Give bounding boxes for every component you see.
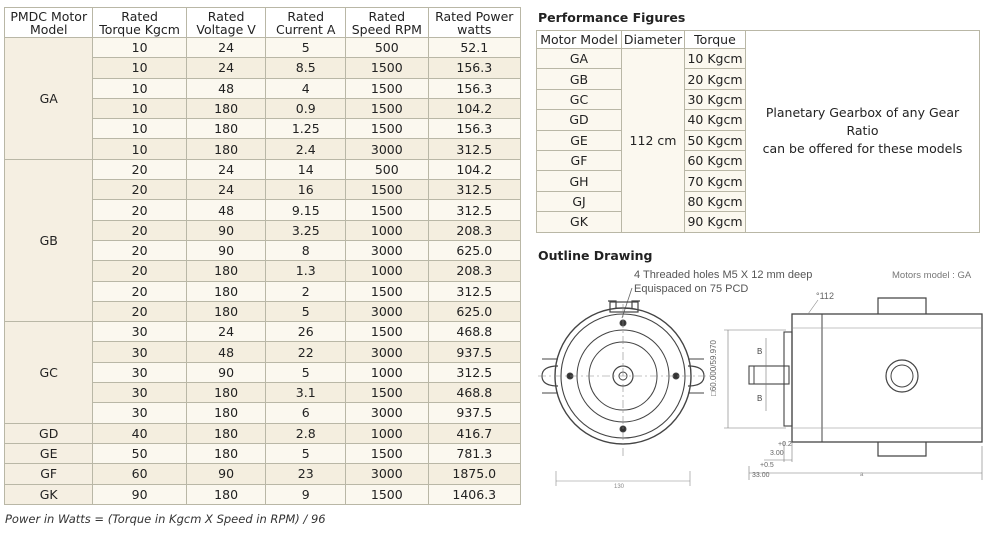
table-row [5, 322, 521, 342]
torque-cell: 50 Kgcm [685, 130, 746, 150]
spec-value-cell: 180 [186, 98, 266, 118]
width-dimension: 130 [614, 484, 625, 490]
spec-value-cell: 1000 [346, 220, 429, 240]
table-row [5, 38, 521, 58]
performance-model-cell: GJ [537, 191, 622, 211]
table-row [5, 443, 521, 463]
spec-value-cell: 2.4 [266, 139, 346, 159]
torque-cell: 90 Kgcm [685, 212, 746, 232]
header-line: watts [457, 21, 492, 37]
spec-value-cell: 90 [186, 220, 266, 240]
spec-value-cell: 180 [186, 484, 266, 504]
tolerance-1: +0.2 [778, 441, 792, 448]
spec-value-cell: 20 [93, 261, 186, 281]
spec-value-cell: 3.1 [266, 383, 346, 403]
spec-value-cell: 48 [186, 200, 266, 220]
spec-value-cell: 1000 [346, 423, 429, 443]
spec-value-cell: 10 [93, 119, 186, 139]
table-row [5, 464, 521, 484]
performance-table [536, 30, 980, 233]
spec-value-cell: 5 [266, 443, 346, 463]
performance-model-cell: GH [537, 171, 622, 191]
spec-value-cell: 20 [93, 180, 186, 200]
spec-value-cell: 104.2 [428, 98, 520, 118]
spec-value-cell: 180 [186, 383, 266, 403]
header-line: Rated [121, 8, 158, 24]
torque-cell: 70 Kgcm [685, 171, 746, 191]
outline-drawing-title: Outline Drawing [538, 248, 653, 263]
outline-drawing [538, 266, 990, 492]
spec-value-cell: 60 [93, 464, 186, 484]
spec-value-cell: 9.15 [266, 200, 346, 220]
torque-cell: 60 Kgcm [685, 150, 746, 170]
performance-model-cell: GD [537, 110, 622, 130]
torque-cell: 20 Kgcm [685, 69, 746, 89]
diameter-cell: 112 cm [622, 49, 685, 233]
spec-value-cell: 30 [93, 362, 186, 382]
spec-value-cell: 937.5 [428, 342, 520, 362]
table-row [5, 484, 521, 504]
gearbox-note-line: can be offered for these models [762, 141, 963, 157]
spec-value-cell: 20 [93, 240, 186, 260]
spec-value-cell: 156.3 [428, 119, 520, 139]
spec-value-cell: 1.25 [266, 119, 346, 139]
spec-value-cell: 3000 [346, 403, 429, 423]
performance-header-row [537, 31, 980, 49]
spec-value-cell: 90 [186, 240, 266, 260]
spec-value-cell: 24 [186, 58, 266, 78]
spec-value-cell: 3000 [346, 240, 429, 260]
spec-value-cell: 30 [93, 403, 186, 423]
motors-model-label: Motors model : GA [892, 270, 972, 281]
spec-value-cell: 40 [93, 423, 186, 443]
spec-value-cell: 20 [93, 200, 186, 220]
spec-value-cell: 24 [186, 180, 266, 200]
spec-value-cell: 156.3 [428, 58, 520, 78]
motor-model-cell: GE [5, 443, 93, 463]
performance-model-cell: GC [537, 89, 622, 109]
spec-value-cell: 9 [266, 484, 346, 504]
spec-value-cell: 52.1 [428, 38, 520, 58]
spec-value-cell: 3000 [346, 139, 429, 159]
spec-col-header [5, 8, 93, 38]
performance-model-cell: GE [537, 130, 622, 150]
motor-spec-table [4, 7, 521, 505]
spec-value-cell: 208.3 [428, 261, 520, 281]
spec-value-cell: 180 [186, 423, 266, 443]
spec-value-cell: 500 [346, 38, 429, 58]
spec-value-cell: 30 [93, 322, 186, 342]
spec-value-cell: 180 [186, 261, 266, 281]
header-line: Rated [207, 8, 245, 24]
header-line: PMDC Motor [10, 8, 88, 24]
spec-value-cell: 10 [93, 58, 186, 78]
spec-value-cell: 1500 [346, 78, 429, 98]
spec-value-cell: 22 [266, 342, 346, 362]
spec-value-cell: 1500 [346, 119, 429, 139]
length-dimension: a [860, 472, 864, 478]
motor-model-cell: GK [5, 484, 93, 504]
threaded-holes-label: 4 Threaded holes M5 X 12 mm deep [634, 269, 813, 281]
torque-cell: 40 Kgcm [685, 110, 746, 130]
gearbox-note-line: Planetary Gearbox of any Gear Ratio [765, 105, 960, 139]
spec-value-cell: 180 [186, 281, 266, 301]
performance-model-cell: GF [537, 150, 622, 170]
spec-value-cell: 90 [186, 464, 266, 484]
header-line: Rated [287, 8, 325, 24]
spec-value-cell: 1500 [346, 443, 429, 463]
spec-value-cell: 8 [266, 240, 346, 260]
spec-value-cell: 1406.3 [428, 484, 520, 504]
spec-value-cell: 937.5 [428, 403, 520, 423]
spec-col-header [428, 8, 520, 38]
spec-value-cell: 312.5 [428, 180, 520, 200]
spec-value-cell: 625.0 [428, 240, 520, 260]
spec-value-cell: 1500 [346, 281, 429, 301]
spec-value-cell: 468.8 [428, 383, 520, 403]
spec-value-cell: 10 [93, 38, 186, 58]
spec-value-cell: 416.7 [428, 423, 520, 443]
motor-model-cell: GF [5, 464, 93, 484]
performance-col-header: Torque [685, 31, 746, 49]
spec-value-cell: 1875.0 [428, 464, 520, 484]
spec-value-cell: 24 [186, 159, 266, 179]
spec-value-cell: 1500 [346, 383, 429, 403]
spec-value-cell: 1000 [346, 362, 429, 382]
spec-value-cell: 23 [266, 464, 346, 484]
diameter-label: °112 [816, 291, 834, 301]
motor-model-cell: GA [5, 38, 93, 160]
spec-value-cell: 1500 [346, 200, 429, 220]
spec-value-cell: 5 [266, 362, 346, 382]
table-row [5, 159, 521, 179]
spec-table-body [5, 38, 521, 505]
spec-header-row [5, 8, 521, 38]
spec-value-cell: 10 [93, 139, 186, 159]
header-line: Torque Kgcm [99, 21, 180, 37]
torque-cell: 80 Kgcm [685, 191, 746, 211]
tolerance-2: +0.5 [760, 462, 774, 469]
spec-col-header [346, 8, 429, 38]
front-view [538, 301, 714, 490]
performance-model-cell: GB [537, 69, 622, 89]
spec-col-header [186, 8, 266, 38]
spec-value-cell: 1500 [346, 322, 429, 342]
spec-value-cell: 20 [93, 281, 186, 301]
spec-value-cell: 312.5 [428, 362, 520, 382]
motor-model-cell: GB [5, 159, 93, 321]
spec-value-cell: 90 [186, 362, 266, 382]
spec-value-cell: 1500 [346, 98, 429, 118]
spec-value-cell: 0.9 [266, 98, 346, 118]
motor-model-cell: GD [5, 423, 93, 443]
spec-value-cell: 8.5 [266, 58, 346, 78]
spec-value-cell: 1500 [346, 58, 429, 78]
dimension-3: 3.00 [770, 450, 784, 457]
spec-value-cell: 312.5 [428, 139, 520, 159]
gearbox-note-cell [746, 31, 980, 233]
spec-value-cell: 24 [186, 322, 266, 342]
spec-value-cell: 20 [93, 220, 186, 240]
spec-value-cell: 10 [93, 98, 186, 118]
spec-value-cell: 625.0 [428, 301, 520, 321]
header-line: Speed RPM [351, 21, 422, 37]
spec-value-cell: 10 [93, 78, 186, 98]
dimension-33: 33.00 [752, 472, 770, 479]
header-line: Model [29, 21, 68, 37]
header-line: Rated Power [435, 8, 514, 24]
performance-table-body [537, 31, 980, 233]
spec-value-cell: 26 [266, 322, 346, 342]
spec-value-cell: 500 [346, 159, 429, 179]
keyway-b-bottom: B [757, 394, 763, 403]
spec-value-cell: 5 [266, 38, 346, 58]
spec-value-cell: 3000 [346, 342, 429, 362]
spec-value-cell: 30 [93, 342, 186, 362]
spec-value-cell: 6 [266, 403, 346, 423]
side-view [709, 291, 982, 480]
spec-value-cell: 50 [93, 443, 186, 463]
spec-value-cell: 48 [186, 78, 266, 98]
spec-value-cell: 3000 [346, 301, 429, 321]
spec-value-cell: 1500 [346, 484, 429, 504]
spec-value-cell: 1000 [346, 261, 429, 281]
spec-value-cell: 2 [266, 281, 346, 301]
performance-figures-title: Performance Figures [538, 10, 686, 25]
performance-model-cell: GA [537, 49, 622, 69]
spec-value-cell: 312.5 [428, 281, 520, 301]
spec-value-cell: 468.8 [428, 322, 520, 342]
spec-value-cell: 180 [186, 119, 266, 139]
spec-value-cell: 30 [93, 383, 186, 403]
spec-value-cell: 1.3 [266, 261, 346, 281]
pcd-label: Equispaced on 75 PCD [634, 283, 749, 295]
spec-value-cell: 24 [186, 38, 266, 58]
spec-value-cell: 3000 [346, 464, 429, 484]
flange-dimension: □60.000/59.970 [709, 340, 718, 396]
spec-value-cell: 16 [266, 180, 346, 200]
spec-value-cell: 2.8 [266, 423, 346, 443]
spec-value-cell: 180 [186, 301, 266, 321]
motor-model-cell: GC [5, 322, 93, 423]
power-formula-note: Power in Watts = (Torque in Kgcm X Speed in RPM) / 96 [5, 512, 326, 526]
torque-cell: 30 Kgcm [685, 89, 746, 109]
spec-value-cell: 90 [93, 484, 186, 504]
table-row [5, 423, 521, 443]
spec-col-header [93, 8, 186, 38]
performance-col-header: Diameter [622, 31, 685, 49]
spec-col-header [266, 8, 346, 38]
spec-value-cell: 180 [186, 443, 266, 463]
header-line: Current A [275, 21, 336, 37]
spec-value-cell: 208.3 [428, 220, 520, 240]
spec-value-cell: 14 [266, 159, 346, 179]
spec-value-cell: 3.25 [266, 220, 346, 240]
spec-value-cell: 312.5 [428, 200, 520, 220]
spec-value-cell: 104.2 [428, 159, 520, 179]
performance-model-cell: GK [537, 212, 622, 232]
spec-value-cell: 20 [93, 159, 186, 179]
keyway-b-top: B [757, 347, 763, 356]
header-line: Rated [368, 8, 406, 24]
spec-value-cell: 180 [186, 403, 266, 423]
spec-value-cell: 156.3 [428, 78, 520, 98]
spec-value-cell: 5 [266, 301, 346, 321]
spec-value-cell: 4 [266, 78, 346, 98]
performance-col-header: Motor Model [537, 31, 622, 49]
spec-value-cell: 48 [186, 342, 266, 362]
header-line: Voltage V [196, 21, 256, 37]
spec-value-cell: 781.3 [428, 443, 520, 463]
spec-value-cell: 180 [186, 139, 266, 159]
spec-value-cell: 20 [93, 301, 186, 321]
torque-cell: 10 Kgcm [685, 49, 746, 69]
spec-value-cell: 1500 [346, 180, 429, 200]
